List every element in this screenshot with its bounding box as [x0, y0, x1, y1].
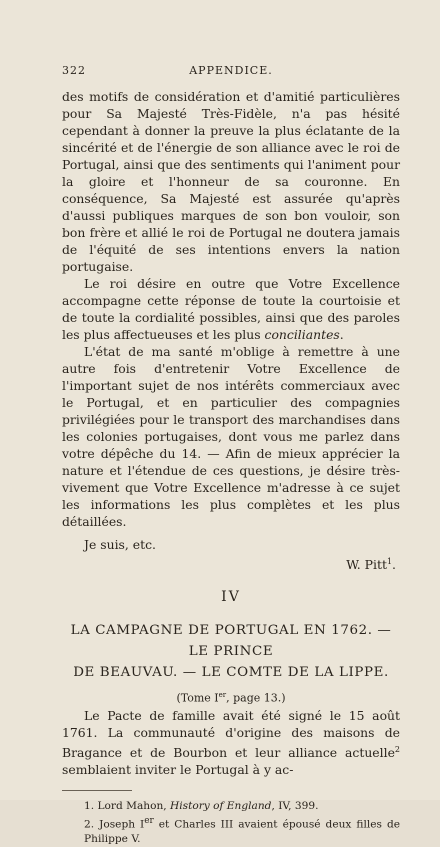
tome-suffix: , page 13.)	[226, 691, 286, 705]
footnote-divider	[62, 790, 132, 791]
section-paragraph-text: Le Pacte de famille avait été signé le 15 août 1761. La communauté d'origine des maisons de Bragance et de Bourbon et leur alliance actuelle	[62, 707, 400, 760]
page-number: 322	[62, 64, 86, 77]
letter-closing	[62, 536, 400, 573]
signature-end: .	[392, 557, 396, 573]
section-title	[62, 620, 400, 683]
tome-sup: er	[218, 691, 227, 700]
paragraph-1: des motifs de considération et d'amitié particulières pour Sa Majesté Très-Fidèle, n'a pas hésité cependant à donner la preuve la plus éclatante de la sincérité et de l'énergie de son alliance avec le roi de Portugal, ainsi que des sentiments qui l'animent pour la gloire et l'honneur de sa couronne. En conséquence, Sa Majesté est assurée qu'après d'aussi publiques marques de son bon vouloir, son bon frère et allié le roi de Portugal ne doutera jamais de l'équité de ses intentions envers la nation portugaise.	[62, 89, 400, 274]
signature-name: W. Pitt	[346, 557, 387, 573]
section-title-line-1: LA CAMPAGNE DE PORTUGAL EN 1762. — LE PRINCE	[70, 623, 392, 660]
tome-reference	[62, 687, 400, 707]
footnote-2-sup: er	[144, 815, 154, 826]
footnote-1-prefix: 1. Lord Mahon,	[84, 799, 171, 812]
footnote-2-b: et Charles III avaient épousé deux filles de Philippe V.	[84, 818, 400, 846]
paragraph-3: L'état de ma santé m'oblige à remettre à une autre fois d'entretenir Votre Excellence de l'important sujet de nos intérêts commerciaux avec le Portugal, et en particulier des compagnies privilégiées pour le transport des marchandises dans les colonies portugaises, dont vous me parlez dans votre dépêche du 14. — Afin de mieux apprécier la nature et l'étendue de ces questions, je désire très-vivement que Votre Excellence m'adresse à ce sujet les informations les plus complètes et les plus détaillées.	[62, 344, 400, 529]
salutation: Je suis, etc.	[84, 537, 156, 552]
section-note-ref: 2	[394, 744, 400, 754]
section-paragraph-end: semblaient inviter le Portugal à y ac-	[62, 761, 294, 777]
paragraph-2	[62, 275, 400, 343]
footnote-1-italic: History of England	[170, 799, 272, 812]
footnote-2-a: 2. Joseph I	[84, 818, 145, 831]
section-title-line-2: DE BEAUVAU. — LE COMTE DE LA LIPPE.	[73, 665, 389, 681]
section-number: IV	[221, 589, 241, 606]
paragraph-2-italic: conciliantes	[264, 327, 340, 342]
signature	[62, 553, 400, 573]
footnote-1	[62, 799, 400, 814]
running-title: APPENDICE.	[189, 64, 273, 77]
section-paragraph	[62, 707, 400, 778]
tome-prefix: (Tome I	[176, 691, 219, 705]
signature-note-ref: 1	[386, 557, 393, 566]
footnote-1-suffix: , IV, 399.	[271, 799, 319, 812]
footnote-2	[62, 814, 400, 847]
footnotes	[62, 799, 400, 847]
page-body	[62, 88, 400, 847]
paragraph-2-end: .	[339, 327, 344, 342]
paragraph-2-text: Le roi désire en outre que Votre Excellence accompagne cette réponse de toute la courtoisie et de toute la cordialité possibles, ainsi que des paroles les plus affectueuses et les plus	[62, 276, 400, 342]
